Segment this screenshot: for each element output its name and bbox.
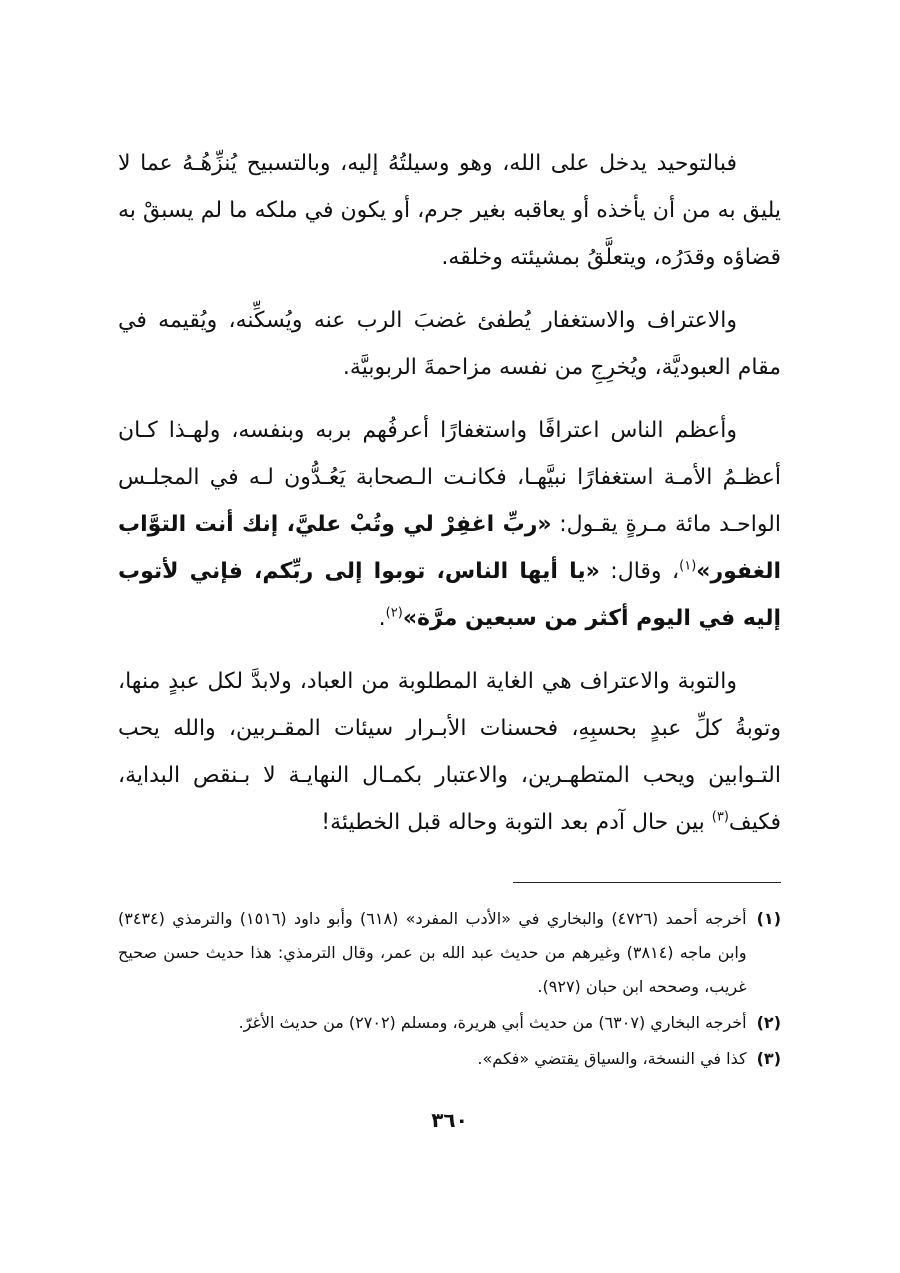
footnote-text: أخرجه أحمد (٤٧٢٦) والبخاري في «الأدب المفرد» (٦١٨) وأبو داود (١٥١٦) والترمذي (٣٤٣٤) وابن ماجه (٣٨١٤) وغيرهم من حديث عبد الله بن عمر، وقال الترمذي: هذا حديث حسن صحيح غريب، وصححه ابن حبان (٩٢٧).	[118, 909, 747, 996]
paragraph-end-text: .	[378, 606, 386, 631]
paragraph-istighfar: والاعتراف والاستغفار يُطفئ غضبَ الرب عنه ويُسكِّنه، ويُقيمه في مقام العبوديَّة، ويُخرِجِ من نفسه مزاحمةَ الربوبيَّة.	[118, 308, 781, 380]
footnote-number: (٢)	[756, 1013, 781, 1032]
footnote-number: (١)	[756, 909, 781, 928]
paragraph-tawba-text: والتوبة والاعتراف هي الغاية المطلوبة من العباد، ولابدَّ لكل عبدٍ منها، وتوبةُ كلِّ عبدٍ بحسبِهِ، فحسنات الأبـرار سيئات المقـربين، والله يحب التـوابين ويحب المتطهـرين، والاعتبار بكمـال النهايـة لا بـنقص البداية، فكيف	[118, 669, 781, 835]
paragraph-intro-text: وأعظم الناس اعترافًا واستغفارًا أعرفُهم بربه وبنفسه، ولهـذا كـان أعظـمُ الأمـة استغفارًا نبيَّهـا، فكانـت الـصحابة يَعُـدُّون لـه في المجلـس الواحـد مائة مـرةٍ يقـول:	[118, 418, 782, 537]
page-number: ٣٦٠	[431, 1108, 468, 1132]
footnote-separator	[513, 882, 781, 883]
footnote-text: كذا في النسخة، والسياق يقتضي «فكم».	[477, 1049, 747, 1068]
footnote-ref-3[interactable]: (٣)	[711, 809, 729, 825]
footnote-item	[118, 902, 781, 1004]
book-page	[118, 140, 781, 1240]
footnote-item	[118, 1006, 781, 1040]
footnotes-section	[118, 902, 781, 1078]
footnote-number: (٣)	[756, 1049, 781, 1068]
paragraph-tawba-end: بين حال آدم بعد التوبة وحاله قبل الخطيئة!	[321, 810, 712, 835]
paragraph-middle-text: ، وقال:	[599, 559, 680, 584]
hadith-quote-2: «يا أيها الناس، توبوا إلى ربِّكم، فإني لأتوب إليه في اليوم أكثر من سبعين مرَّة»	[118, 559, 781, 631]
paragraph-tawhid: فبالتوحيد يدخل على الله، وهو وسيلتُهُ إليه، وبالتسبيح يُنزِّهُـهُ عما لا يليق به من أن يأخذه أو يعاقبه بغير جرم، أو يكون في ملكه ما لم يسبقْ به قضاؤه وقدَرُه، ويتعلَّقُ بمشيئته وخلقه.	[118, 151, 781, 270]
footnote-text: أخرجه البخاري (٦٣٠٧) من حديث أبي هريرة، ومسلم (٢٧٠٢) من حديث الأغرّ.	[238, 1013, 747, 1032]
footnote-ref-2[interactable]: (٢)	[385, 605, 403, 621]
footnote-ref-1[interactable]: (١)	[679, 558, 697, 574]
hadith-quote-1: «ربِّ اغفِرْ لي وتُبْ عليَّ، إنك أنت التوَّاب الغفور»	[118, 512, 781, 584]
paragraph-greatest-people	[118, 407, 781, 642]
paragraph-tawba	[118, 658, 781, 846]
footnote-item	[118, 1042, 781, 1076]
